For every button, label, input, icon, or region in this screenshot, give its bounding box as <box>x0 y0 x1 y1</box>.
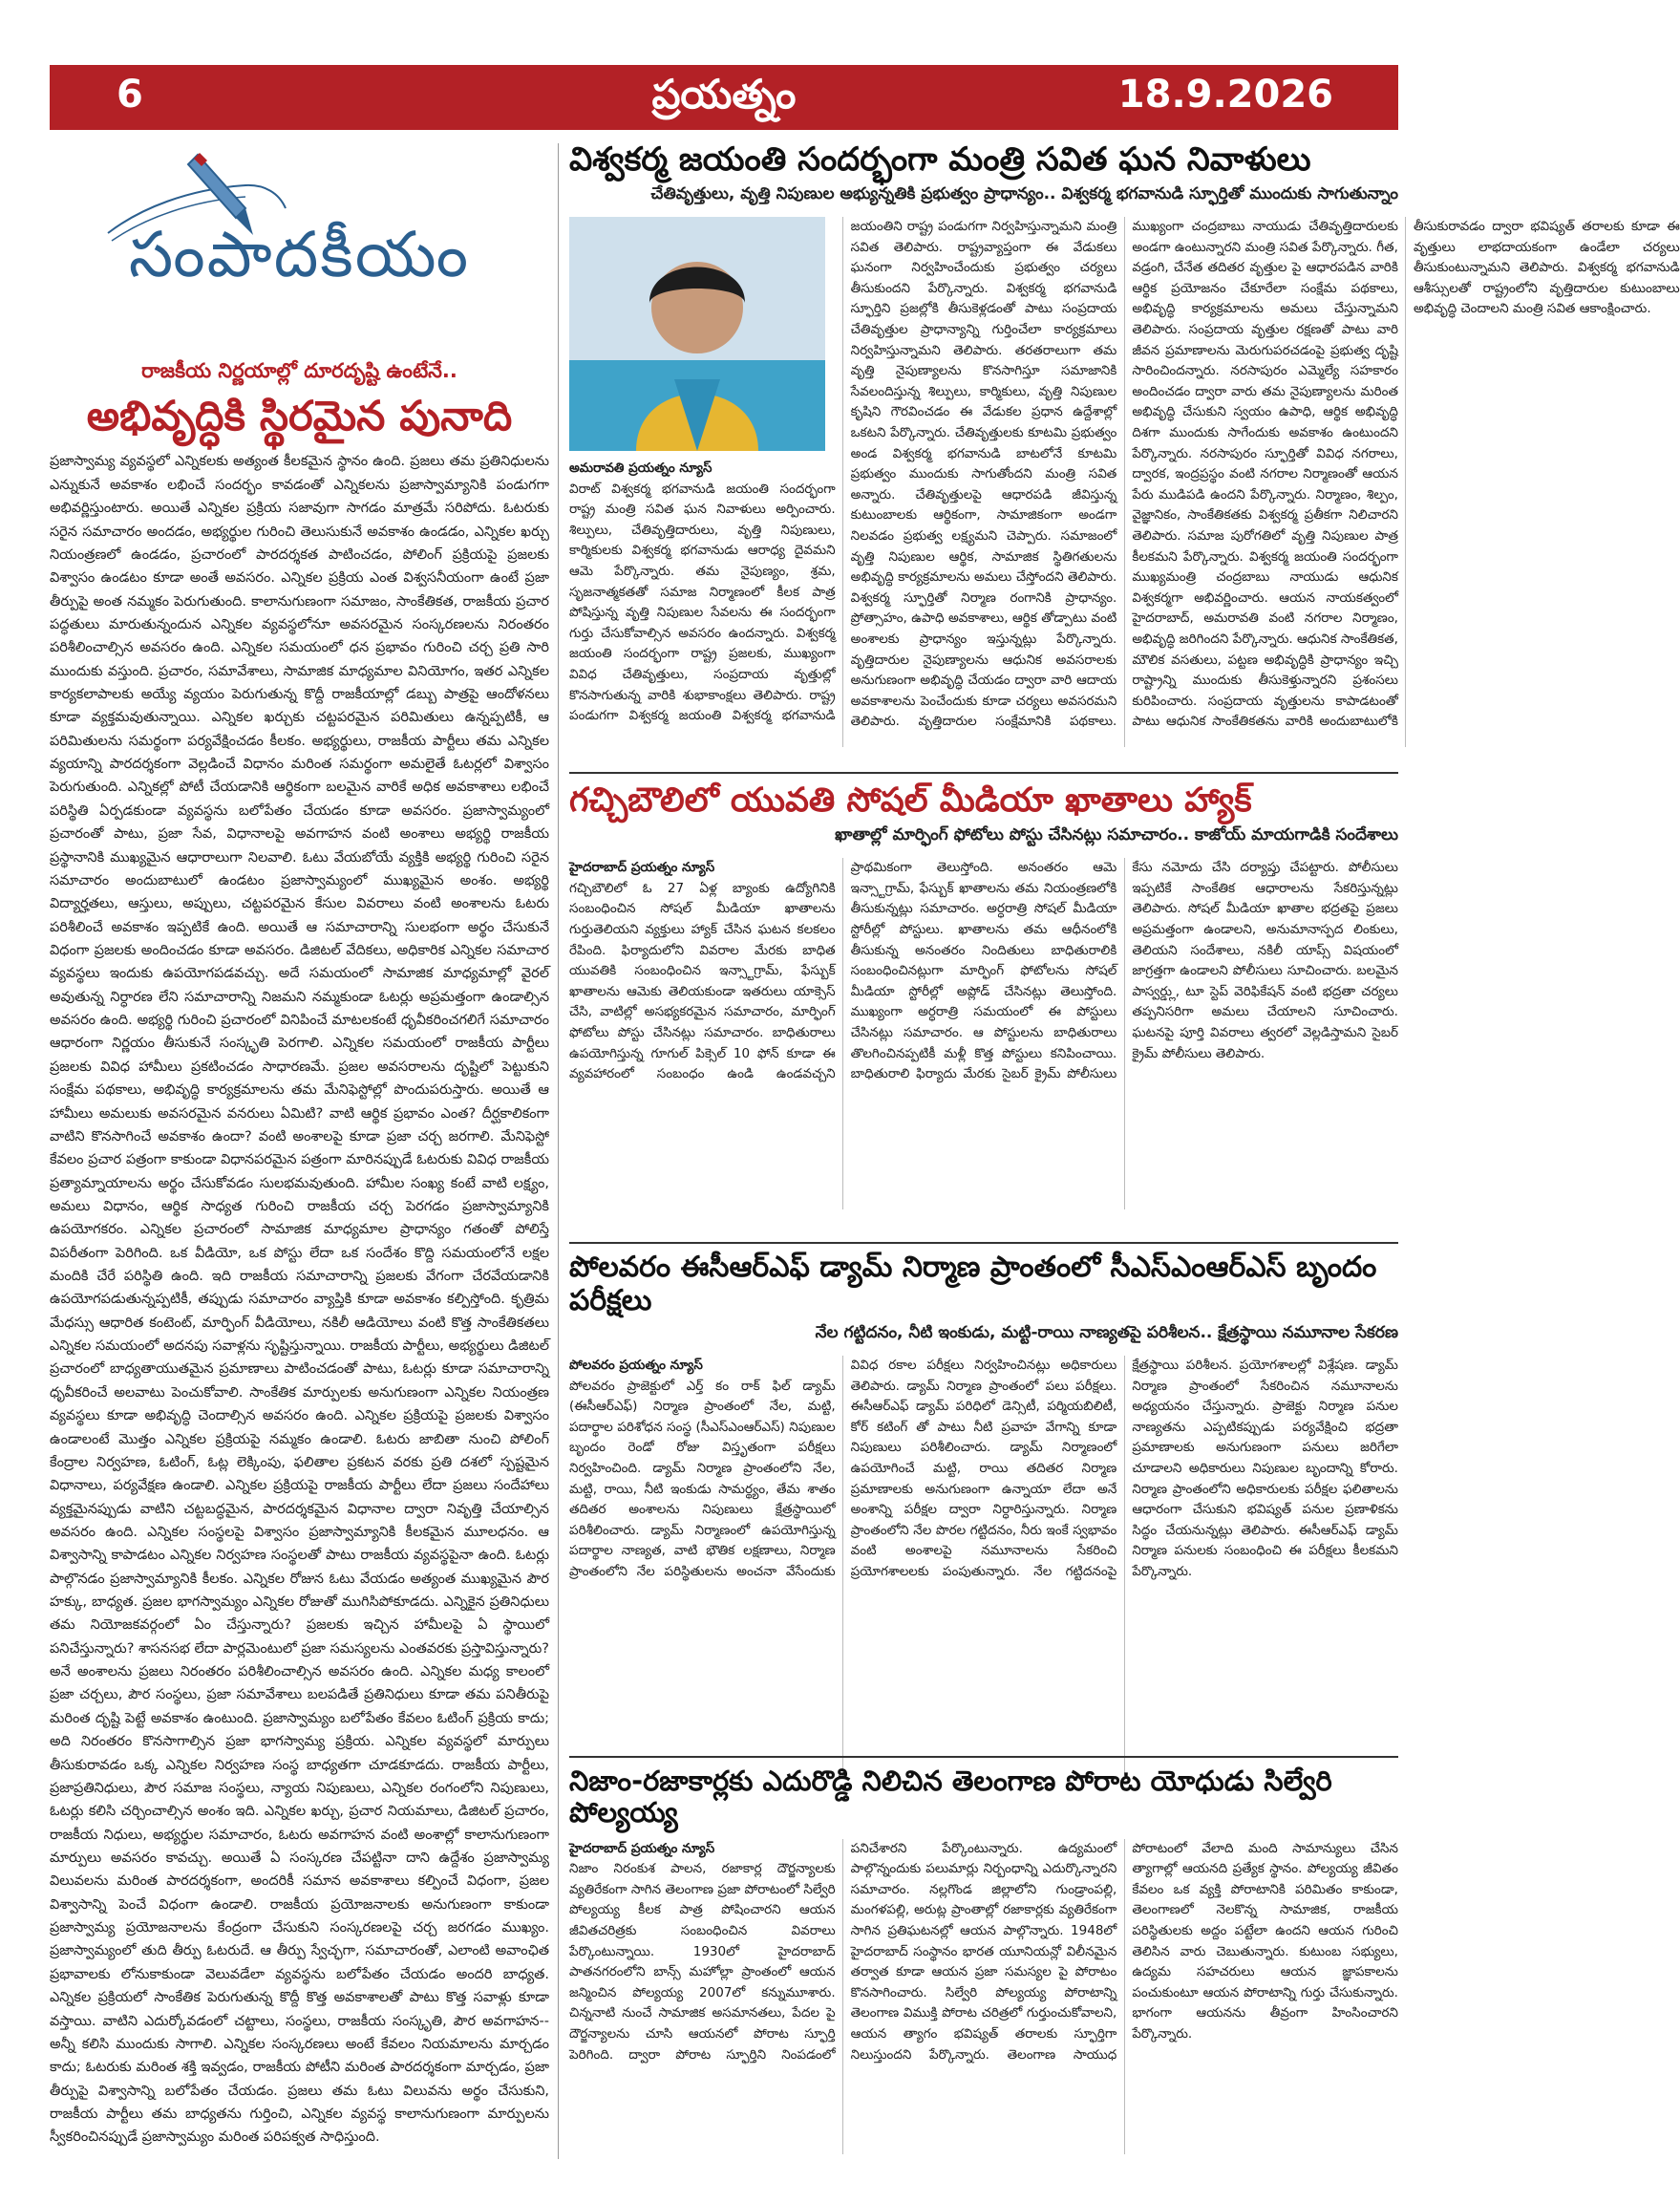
masthead <box>50 65 1398 130</box>
issue-date: 18.9.2026 <box>1117 73 1333 117</box>
editorial-logo-text: సంపాదకీయం <box>128 218 471 291</box>
editorial-column <box>50 143 549 2150</box>
article-dateline: అమరావతి ప్రయత్నం న్యూస్ <box>569 460 712 477</box>
article-subheadline: చేతివృత్తులు, వృత్తి నిపుణుల అభ్యున్నతికి ప్రభుత్వం ప్రాధాన్యం.. విశ్వకర్మ భగవానుడి స్ఫూర్తితో ముందుకు సాగుతున్నాం <box>650 184 1398 204</box>
newspaper-name: ప్రయత్నం <box>651 71 797 118</box>
article-polavaram <box>569 1251 1398 1776</box>
article-text: పోలవరం ప్రాజెక్టులో ఎర్త్ కం రాక్ ఫిల్ డ్యామ్ (ఈసీఆర్ఎఫ్) నిర్మాణ ప్రాంతంలో నేల, మట్టి, పదార్థాల పరిశోధన సంస్థ (సీఎస్ఎంఆర్ఎస్) నిపుణుల బృందం రెండో రోజు విస్తృతంగా పరీక్షలు నిర్వహించింది. డ్యామ్ నిర్మాణ ప్రాంతంలోని నేల, మట్టి, రాయి, నీటి ఇంకుడు సామర్థ్యం, తేమ శాతం తదితర అంశాలను నిపుణులు క్షేత్రస్థాయిలో పరిశీలించారు. డ్యామ్ నిర్మాణంలో ఉపయోగిస్తున్న పదార్థాల నాణ్యత, వాటి భౌతిక లక్షణాలు, నిర్మాణ ప్రాంతంలోని నేల పరిస్థితులను అంచనా వేసేందుకు వివిధ రకాల పరీక్షలు నిర్వహించినట్లు అధికారులు తెలిపారు. డ్యామ్ నిర్మాణ ప్రాంతంలో పలు పరీక్షలు. ఈసీఆర్ఎఫ్ డ్యామ్ పరిధిలో డెన్సిటీ, పర్మియబిలిటీ, కోర్ కటింగ్ తో పాటు నీటి ప్రవాహ వేగాన్ని కూడా నిపుణులు పరిశీలించారు. డ్యామ్ నిర్మాణంలో ఉపయోగించే మట్టి, రాయి తదితర నిర్మాణ ప్రమాణాలకు అనుగుణంగా ఉన్నాయా లేదా అనే అంశాన్ని పరీక్షల ద్వారా నిర్ధారిస్తున్నారు. నిర్మాణ ప్రాంతంలోని నేల పొరల గట్టిదనం, నీరు ఇంకే స్వభావం వంటి అంశాలపై నమూనాలను సేకరించి ప్రయోగశాలలకు పంపుతున్నారు. నేల గట్టిదనంపై క్షేత్రస్థాయి పరిశీలన. ప్రయోగశాలల్లో విశ్లేషణ. డ్యామ్ నిర్మాణ ప్రాంతంలో సేకరించిన నమూనాలను అధ్యయనం చేస్తున్నారు. ప్రాజెక్టు నిర్మాణ పనుల నాణ్యతను ఎప్పటికప్పుడు పర్యవేక్షించి భద్రతా ప్రమాణాలకు అనుగుణంగా పనులు జరిగేలా చూడాలని అధికారులు నిపుణుల బృందాన్ని కోరారు. నిర్మాణ ప్రాంతంలోని అధికారులకు పరీక్షల ఫలితాలను ఆధారంగా చేసుకుని భవిష్యత్ పనుల ప్రణాళికను సిద్ధం చేయనున్నట్లు తెలిపారు. ఈసీఆర్ఎఫ్ డ్యామ్ నిర్మాణ పనులకు సంబంధించి ఈ పరీక్షలు కీలకమని పేర్కొన్నారు. <box>569 1358 1398 1579</box>
editorial-logo <box>50 143 549 344</box>
article-headline: నిజాం-రజాకార్లకు ఎదురొడ్డి నిలిచిన తెలంగాణ పోరాట యోధుడు సిల్వేరి పోల్యయ్య <box>569 1765 1332 1829</box>
article-dateline: హైదరాబాద్ ప్రయత్నం న్యూస్ <box>569 1840 715 1856</box>
article-subheadline: నేల గట్టిదనం, నీటి ఇంకుడు, మట్టి-రాయి నాణ్యతపై పరిశీలన.. క్షేత్రస్థాయి నమూనాల సేకరణ <box>815 1323 1398 1342</box>
article-polyayya <box>569 1765 1398 2154</box>
article-body <box>569 217 1680 747</box>
article-headline: పోలవరం ఈసీఆర్ఎఫ్ డ్యామ్ నిర్మాణ ప్రాంతంలో సీఎస్ఎంఆర్ఎస్ బృందం పరీక్షలు <box>569 1251 1377 1317</box>
article-separator <box>569 772 1398 774</box>
portrait-image <box>569 217 825 451</box>
editorial-body <box>50 450 549 2149</box>
article-body <box>569 1356 1398 1776</box>
article-body <box>569 858 1398 1209</box>
article-separator <box>569 1242 1398 1244</box>
minister-photo <box>569 217 825 451</box>
article-text: నిజాం నిరంకుశ పాలన, రజాకార్ల దౌర్జన్యాలకు వ్యతిరేకంగా సాగిన తెలంగాణ ప్రజా పోరాటంలో సిల్వేరి పోల్యయ్య కీలక పాత్ర పోషించారని ఆయన జీవితచరిత్రకు సంబంధించిన వివరాలు పేర్కొంటున్నాయి. 1930లో హైదరాబాద్ పాతనగరంలోని బాన్స్ మహోల్లా ప్రాంతంలో ఆయన జన్మించిన పోల్యయ్య 2007లో కన్నుమూశారు. చిన్ననాటి నుంచే సామాజిక అసమానతలు, పేదల పై దౌర్జన్యాలను చూసి ఆయనలో పోరాట స్ఫూర్తి పెరిగింది. ద్వారా పోరాట స్ఫూర్తిని నింపడంలో పనిచేశారని పేర్కొంటున్నారు. ఉద్యమంలో పాల్గొన్నందుకు పలుమార్లు నిర్బంధాన్ని ఎదుర్కొన్నారని సమాచారం. నల్లగొండ జిల్లాలోని గుండ్రాంపల్లి, మంగళపల్లి, అరుట్ల ప్రాంతాల్లో రజాకార్లకు వ్యతిరేకంగా సాగిన ప్రతిఘటనల్లో ఆయన పాల్గొన్నారు. 1948లో హైదరాబాద్ సంస్థానం భారత యూనియన్లో విలీనమైన తర్వాత కూడా ఆయన ప్రజా సమస్యల పై పోరాటం కొనసాగించారు. సిల్వేరి పోల్యయ్య పోరాటాన్ని తెలంగాణ విముక్తి పోరాట చరిత్రలో గుర్తుంచుకోవాలని, ఆయన త్యాగం భవిష్యత్ తరాలకు స్ఫూర్తిగా నిలుస్తుందని పేర్కొన్నారు. తెలంగాణ సాయుధ పోరాటంలో వేలాది మంది సామాన్యులు చేసిన త్యాగాల్లో ఆయనది ప్రత్యేక స్థానం. పోల్యయ్య జీవితం కేవలం ఒక వ్యక్తి పోరాటానికి పరిమితం కాకుండా, తెలంగాణలో నెలకొన్న సామాజిక, రాజకీయ పరిస్థితులకు అద్దం పట్టేలా ఉందని ఆయన గురించి తెలిసిన వారు చెబుతున్నారు. కుటుంబ సభ్యులు, ఉద్యమ సహచరులు ఆయన జ్ఞాపకాలను పంచుకుంటూ ఆయన పోరాటాన్ని గుర్తు చేసుకున్నారు. భాగంగా ఆయనను తీవ్రంగా హింసించారని పేర్కొన్నారు. <box>569 1840 1398 2063</box>
article-gachibowli <box>569 781 1398 1209</box>
editorial-text: ప్రజాస్వామ్య వ్యవస్థలో ఎన్నికలకు అత్యంత కీలకమైన స్థానం ఉంది. ప్రజలు తమ ప్రతినిధులను ఎన్నుకునే అవకాశం లభించే సందర్భం కావడంతో ఎన్నికలను ప్రజాస్వామ్యానికి పండుగగా అభివర్ణిస్తుంటారు. అయితే ఎన్నికల ప్రక్రియ సజావుగా సాగడం మాత్రమే సరిపోదు. ఓటరుకు సరైన సమాచారం అందడం, అభ్యర్థుల గురించి తెలుసుకునే అవకాశం ఉండడం, ఎన్నికల ఖర్చు నియంత్రణలో ఉండడం, ప్రచారంలో పారదర్శకత పాటించడం, పోలింగ్ ప్రక్రియపై ప్రజలకు విశ్వాసం ఉండటం కూడా అంతే అవసరం. ఎన్నికల ప్రక్రియ ఎంత విశ్వసనీయంగా ఉంటే ప్రజా తీర్పుపై అంత నమ్మకం పెరుగుతుంది. కాలానుగుణంగా సమాజం, సాంకేతికత, రాజకీయ ప్రచార పద్ధతులు మారుతున్నందున ఎన్నికల వ్యవస్థలోనూ అవసరమైన సంస్కరణలను నిరంతరం పరిశీలించాల్సిన అవసరం ఉంది. ఎన్నికల సమయంలో ధన ప్రభావం గురించి చర్చ ప్రతి సారి ముందుకు వస్తుంది. ప్రచారం, సమావేశాలు, సామాజిక మాధ్యమాల వినియోగం, ఇతర ఎన్నికల కార్యకలాపాలకు అయ్యే వ్యయం పెరుగుతున్న కొద్దీ రాజకీయాల్లో డబ్బు పాత్రపై ఆందోళనలు కూడా వ్యక్తమవుతున్నాయి. ఎన్నికల ఖర్చుకు చట్టపరమైన పరిమితులు ఉన్నప్పటికీ, ఆ పరిమితులను సమర్థంగా పర్యవేక్షించడం కీలకం. అభ్యర్థులు, రాజకీయ పార్టీలు తమ ఎన్నికల వ్యయాన్ని పారదర్శకంగా వెల్లడించే విధానం మరింత సమర్థంగా అమలైతే ఓటర్లలో విశ్వాసం పెరుగుతుంది. ఎన్నికల్లో పోటీ చేయడానికి ఆర్థికంగా బలమైన వారికే అధిక అవకాశాలు లభించే పరిస్థితి ఏర్పడకుండా వ్యవస్థను బలోపేతం చేయడం కూడా అవసరం. ప్రజాస్వామ్యంలో ప్రచారంతో పాటు, ప్రజా సేవ, విధానాలపై అవగాహన వంటి అంశాలు అభ్యర్థి రాజకీయ ప్రస్థానానికి ముఖ్యమైన ఆధారాలుగా నిలవాలి. ఓటు వేయబోయే వ్యక్తికి అభ్యర్థి గురించి సరైన సమాచారం అందుబాటులో ఉండటం ప్రజాస్వామ్యంలో ముఖ్యమైన అంశం. అభ్యర్థి విద్యార్హతలు, ఆస్తులు, అప్పులు, చట్టపరమైన కేసుల వివరాలు వంటి అంశాలను ఓటరు పరిశీలించే అవకాశం ఇప్పటికే ఉంది. అయితే ఆ సమాచారాన్ని సులభంగా అర్థం చేసుకునే విధంగా ప్రజలకు అందించడం కూడా అవసరం. డిజిటల్ వేదికలు, అధికారిక ఎన్నికల సమాచార వ్యవస్థలు ఇందుకు ఉపయోగపడవచ్చు. అదే సమయంలో సామాజిక మాధ్యమాల్లో వైరల్ అవుతున్న నిర్ధారణ లేని సమాచారాన్ని నిజమని నమ్మకుండా ఓటర్లు అప్రమత్తంగా ఉండాల్సిన అవసరం ఉంది. అభ్యర్థి గురించి ప్రచారంలో వినిపించే మాటలకంటే ధృవీకరించగలిగే సమాచారం ఆధారంగా నిర్ణయం తీసుకునే సంస్కృతి పెరగాలి. ఎన్నికల సమయంలో రాజకీయ పార్టీలు ప్రజలకు వివిధ హామీలు ప్రకటించడం సాధారణమే. ప్రజల అవసరాలను దృష్టిలో పెట్టుకుని సంక్షేమ పథకాలు, అభివృద్ధి కార్యక్రమాలను తమ మేనిఫెస్టోల్లో పొందుపరుస్తారు. అయితే ఆ హామీలు అమలుకు అవసరమైన వనరులు ఏమిటి? వాటి ఆర్థిక ప్రభావం ఎంత? దీర్ఘకాలికంగా వాటిని కొనసాగించే అవకాశం ఉందా? వంటి అంశాలపై కూడా ప్రజా చర్చ జరగాలి. మేనిఫెస్టో కేవలం ప్రచార పత్రంగా కాకుండా విధానపరమైన పత్రంగా మారినప్పుడే ఓటరుకు వివిధ రాజకీయ ప్రత్యామ్నాయాలను అర్థం చేసుకోవడం సులభమవుతుంది. హామీల సంఖ్య కంటే వాటి లక్ష్యం, అమలు విధానం, ఆర్థిక సాధ్యత గురించి రాజకీయ చర్చ పెరగడం ప్రజాస్వామ్యానికి ఉపయోగకరం. ఎన్నికల ప్రచారంలో సామాజిక మాధ్యమాల ప్రాధాన్యం గతంతో పోలిస్తే విపరీతంగా పెరిగింది. ఒక వీడియో, ఒక పోస్టు లేదా ఒక సందేశం కొద్ది సమయంలోనే లక్షల మందికి చేరే పరిస్థితి ఉంది. ఇది రాజకీయ సమాచారాన్ని ప్రజలకు వేగంగా చేరవేయడానికి ఉపయోగపడుతున్నప్పటికీ, తప్పుడు సమాచారం వ్యాప్తికి కూడా అవకాశం కల్పిస్తోంది. కృత్రిమ మేధస్సు ఆధారిత కంటెంట్, మార్ఫింగ్ వీడియోలు, నకిలీ ఆడియోలు వంటి కొత్త సాంకేతికతలు ఎన్నికల సమయంలో అదనపు సవాళ్లను సృష్టిస్తున్నాయి. రాజకీయ పార్టీలు, అభ్యర్థులు డిజిటల్ ప్రచారంలో బాధ్యతాయుతమైన ప్రమాణాలు పాటించడంతో పాటు, ఓటర్లు కూడా సమాచారాన్ని ధృవీకరించే అలవాటు పెంచుకోవాలి. సాంకేతిక మార్పులకు అనుగుణంగా ఎన్నికల నియంత్రణ వ్యవస్థలు కూడా అభివృద్ధి చెందాల్సిన అవసరం ఉంది. ఎన్నికల ప్రక్రియపై ప్రజలకు విశ్వాసం ఉండాలంటే మొత్తం ఎన్నికల ప్రక్రియపై నమ్మకం ఉండాలి. ఓటరు జాబితా నుంచి పోలింగ్ కేంద్రాల నిర్వహణ, ఓటింగ్, ఓట్ల లెక్కింపు, ఫలితాల ప్రకటన వరకు ప్రతి దశలో స్పష్టమైన విధానాలు, పర్యవేక్షణ ఉండాలి. ఎన్నికల ప్రక్రియపై రాజకీయ పార్టీలు లేదా ప్రజలు సందేహాలు వ్యక్తమైనప్పుడు వాటిని చట్టబద్ధమైన, పారదర్శకమైన విధానాల ద్వారా నివృత్తి చేయాల్సిన అవసరం ఉంది. ఎన్నికల సంస్థలపై విశ్వాసం ప్రజాస్వామ్యానికి కీలకమైన మూలధనం. ఆ విశ్వాసాన్ని కాపాడటం ఎన్నికల నిర్వహణ సంస్థలతో పాటు రాజకీయ వ్యవస్థపైనా ఉంది. ఓటర్లు పాల్గొనడం ప్రజాస్వామ్యానికి కీలకం. ఎన్నికల రోజున ఓటు వేయడం అత్యంత ముఖ్యమైన పౌర హక్కు, బాధ్యత. ప్రజల భాగస్వామ్యం ఎన్నికల రోజుతో ముగిసిపోకూడదు. ఎన్నికైన ప్రతినిధులు తమ నియోజకవర్గంలో ఏం చేస్తున్నారు? ప్రజలకు ఇచ్చిన హామీలపై ఏ స్థాయిలో పనిచేస్తున్నారు? శాసనసభ లేదా పార్లమెంటులో ప్రజా సమస్యలను ఎంతవరకు ప్రస్తావిస్తున్నారు? అనే అంశాలను ప్రజలు నిరంతరం పరిశీలించాల్సిన అవసరం ఉంది. ఎన్నికల మధ్య కాలంలో ప్రజా చర్చలు, పౌర సంస్థలు, ప్రజా సమావేశాలు బలపడితే ప్రతినిధులు కూడా తమ పనితీరుపై మరింత దృష్టి పెట్టే అవకాశం ఉంటుంది. ప్రజాస్వామ్యం బలోపేతం కేవలం ఓటింగ్ ప్రక్రియ కాదు; అది నిరంతరం కొనసాగాల్సిన ప్రజా భాగస్వామ్య ప్రక్రియ. ఎన్నికల వ్యవస్థలో మార్పులు తీసుకురావడం ఒక్క ఎన్నికల నిర్వహణ సంస్థ బాధ్యతగా చూడకూడదు. రాజకీయ పార్టీలు, ప్రజాప్రతినిధులు, పౌర సమాజ సంస్థలు, న్యాయ నిపుణులు, ఎన్నికల రంగంలోని నిపుణులు, ఓటర్లు కలిసి చర్చించాల్సిన అంశం ఇది. ఎన్నికల ఖర్చు, ప్రచార నియమాలు, డిజిటల్ ప్రచారం, రాజకీయ నిధులు, అభ్యర్థుల సమాచారం, ఓటరు అవగాహన వంటి అంశాల్లో కాలానుగుణంగా మార్పులు అవసరం కావచ్చు. అయితే ఏ సంస్కరణ చేపట్టినా దాని ఉద్దేశం ప్రజాస్వామ్య విలువలను మరింత పారదర్శకంగా, అందరికీ సమాన అవకాశాలు కల్పించే విధంగా, ప్రజల విశ్వాసాన్ని పెంచే విధంగా ఉండాలి. రాజకీయ ప్రయోజనాలకు అనుగుణంగా కాకుండా ప్రజాస్వామ్య ప్రయోజనాలను కేంద్రంగా చేసుకుని సంస్కరణలపై చర్చ జరగడం ముఖ్యం. ప్రజాస్వామ్యంలో తుది తీర్పు ఓటరుదే. ఆ తీర్పు స్వేచ్ఛగా, సమాచారంతో, ఎలాంటి అవాంఛిత ప్రభావాలకు లోనుకాకుండా వెలువడేలా వ్యవస్థను బలోపేతం చేయడం అందరి బాధ్యత. ఎన్నికల ప్రక్రియలో సాంకేతిక పెరుగుతున్న కొద్దీ కొత్త అవకాశాలతో పాటు కొత్త సవాళ్లు కూడా వస్తాయి. వాటిని ఎదుర్కోవడంలో చట్టాలు, సంస్థలు, రాజకీయ సంస్కృతి, పౌర అవగాహన--అన్నీ కలిసి ముందుకు సాగాలి. ఎన్నికల సంస్కరణలు అంటే కేవలం నియమాలను మార్చడం కాదు; ఓటరుకు మరింత శక్తి ఇవ్వడం, రాజకీయ పోటీని మరింత పారదర్శకంగా మార్చడం, ప్రజా తీర్పుపై విశ్వాసాన్ని బలోపేతం చేయడం. ప్రజలు తమ ఓటు విలువను అర్థం చేసుకుని, రాజకీయ పార్టీలు తమ బాధ్యతను గుర్తించి, ఎన్నికల వ్యవస్థ కాలానుగుణంగా మార్పులను స్వీకరించినప్పుడే ప్రజాస్వామ్యం మరింత పరిపక్వత సాధిస్తుంది. <box>50 454 549 2146</box>
editorial-kicker: రాజకీయ నిర్ణయాల్లో దూరదృష్టి ఉంటేనే.. <box>141 359 457 382</box>
article-headline: విశ్వకర్మ జయంతి సందర్భంగా మంత్రి సవిత ఘన నివాళులు <box>569 140 1311 179</box>
article-separator <box>569 1756 1398 1758</box>
article-body <box>569 1839 1398 2154</box>
article-subheadline: ఖాతాల్లో మార్ఫింగ్ ఫోటోలు పోస్టు చేసినట్లు సమాచారం.. కాజోయ్ మాయగాడికి సందేశాలు <box>835 825 1398 845</box>
article-vishwakarma <box>569 140 1680 747</box>
article-text: విరాట్ విశ్వకర్మ భగవానుడి జయంతి సందర్భంగా రాష్ట్ర మంత్రి సవిత ఘన నివాళులు అర్పించారు. శిల్పులు, చేతివృత్తిదారులు, వృత్తి నిపుణులు, కార్మికులకు విశ్వకర్మ భగవానుడు ఆరాధ్య దైవమని ఆమె పేర్కొన్నారు. తమ నైపుణ్యం, శ్రమ, సృజనాత్మకతతో సమాజ నిర్మాణంలో కీలక పాత్ర పోషిస్తున్న వృత్తి నిపుణుల సేవలను ఈ సందర్భంగా గుర్తు చేసుకోవాల్సిన అవసరం ఉందన్నారు. విశ్వకర్మ జయంతి సందర్భంగా రాష్ట్ర ప్రజలకు, ముఖ్యంగా వివిధ చేతివృత్తులు, సంప్రదాయ వృత్తుల్లో కొనసాగుతున్న వారికి శుభాకాంక్షలు తెలిపారు. రాష్ట్ర పండుగగా విశ్వకర్మ జయంతి విశ్వకర్మ భగవానుడి జయంతిని రాష్ట్ర పండుగగా నిర్వహిస్తున్నామని మంత్రి సవిత తెలిపారు. రాష్ట్రవ్యాప్తంగా ఈ వేడుకలు ఘనంగా నిర్వహించేందుకు ప్రభుత్వం చర్యలు తీసుకుందని పేర్కొన్నారు. విశ్వకర్మ భగవానుడి స్ఫూర్తిని ప్రజల్లోకి తీసుకెళ్లడంతో పాటు సంప్రదాయ చేతివృత్తుల ప్రాధాన్యాన్ని గుర్తించేలా కార్యక్రమాలు నిర్వహిస్తున్నామని తెలిపారు. తరతరాలుగా తమ వృత్తి నైపుణ్యాలను కొనసాగిస్తూ సమాజానికి సేవలందిస్తున్న శిల్పులు, కార్మికులు, వృత్తి నిపుణుల కృషిని గౌరవించడం ఈ వేడుకల ప్రధాన ఉద్దేశాల్లో ఒకటని పేర్కొన్నారు. చేతివృత్తులకు కూటమి ప్రభుత్వం అండ విశ్వకర్మ భగవానుడి బాటలోనే కూటమి ప్రభుత్వం ముందుకు సాగుతోందని మంత్రి సవిత అన్నారు. చేతివృత్తులపై ఆధారపడి జీవిస్తున్న కుటుంబాలకు ఆర్థికంగా, సామాజికంగా అండగా నిలవడం ప్రభుత్వ లక్ష్యమని చెప్పారు. సమాజంలో వృత్తి నిపుణుల ఆర్థిక, సామాజిక స్థితిగతులను అభివృద్ధి కార్యక్రమాలను అమలు చేస్తోందని తెలిపారు. విశ్వకర్మ స్ఫూర్తితో నిర్మాణ రంగానికి ప్రాధాన్యం. ప్రోత్సాహం, ఉపాధి అవకాశాలు, ఆర్థిక తోడ్పాటు వంటి అంశాలకు ప్రాధాన్యం ఇస్తున్నట్లు పేర్కొన్నారు. వృత్తిదారుల నైపుణ్యాలను ఆధునిక అవసరాలకు అనుగుణంగా అభివృద్ధి చేయడం ద్వారా వారి ఆదాయ అవకాశాలను పెంచేందుకు కూడా చర్యలు అవసరమని తెలిపారు. వృత్తిదారుల సంక్షేమానికి పథకాలు. ముఖ్యంగా చంద్రబాబు నాయుడు చేతివృత్తిదారులకు అండగా ఉంటున్నారని మంత్రి సవిత పేర్కొన్నారు. గీత, వడ్రంగి, చేనేత తదితర వృత్తుల పై ఆధారపడిన వారికి ఆర్థిక ప్రయోజనం చేకూరేలా సంక్షేమ పథకాలు, అభివృద్ధి కార్యక్రమాలను అమలు చేస్తున్నామని తెలిపారు. సంప్రదాయ వృత్తుల రక్షణతో పాటు వారి జీవన ప్రమాణాలను మెరుగుపరచడంపై ప్రభుత్వ దృష్టి సారించిందన్నారు. నరసాపురం ఎమ్మెల్యే సహకారం అందించడం ద్వారా వారు తమ నైపుణ్యాలను మరింత అభివృద్ధి చేసుకుని స్వయం ఉపాధి, ఆర్థిక అభివృద్ధి దిశగా ముందుకు సాగేందుకు అవకాశం ఉంటుందని పేర్కొన్నారు. నరసాపురం స్ఫూర్తితో వివిధ నగరాలు, ద్వారక, ఇంద్రప్రస్థం వంటి నగరాల నిర్మాణంతో ఆయన పేరు ముడిపడి ఉందని పేర్కొన్నారు. నిర్మాణం, శిల్పం, వైజ్ఞానికం, సాంకేతికతకు విశ్వకర్మ ప్రతీకగా నిలిచారని తెలిపారు. సమాజ పురోగతిలో వృత్తి నిపుణుల పాత్ర కీలకమని పేర్కొన్నారు. విశ్వకర్మ జయంతి సందర్భంగా ముఖ్యమంత్రి చంద్రబాబు నాయుడు ఆధునిక విశ్వకర్మగా అభివర్ణించారు. ఆయన నాయకత్వంలో హైదరాబాద్, అమరావతి వంటి నగరాల నిర్మాణం, అభివృద్ధి జరిగిందని పేర్కొన్నారు. ఆధునిక సాంకేతికత, మౌలిక వసతులు, పట్టణ అభివృద్ధికి ప్రాధాన్యం ఇచ్చి రాష్ట్రాన్ని ముందుకు తీసుకెళ్తున్నారని ప్రశంసలు కురిపించారు. సంప్రదాయ వృత్తులను కాపాడటంతో పాటు ఆధునిక సాంకేతికతను వారికి అందుబాటులోకి తీసుకురావడం ద్వారా భవిష్యత్ తరాలకు కూడా ఈ వృత్తులు లాభదాయకంగా ఉండేలా చర్యలు తీసుకుంటున్నామని తెలిపారు. విశ్వకర్మ భగవానుడి ఆశీస్సులతో రాష్ట్రంలోని వృత్తిదారుల కుటుంబాలు అభివృద్ధి చెందాలని మంత్రి సవిత ఆకాంక్షించారు. <box>569 219 1680 730</box>
editorial-title: అభివృద్ధికి స్థిరమైన పునాది <box>86 393 513 440</box>
page-number: 6 <box>117 73 143 117</box>
article-dateline: పోలవరం ప్రయత్నం న్యూస్ <box>569 1358 703 1373</box>
column-divider <box>558 143 559 2159</box>
article-headline: గచ్చిబౌలిలో యువతి సోషల్ మీడియా ఖాతాలు హ్యాక్ <box>569 781 1252 820</box>
article-text: గచ్చిబౌలిలో ఓ 27 ఏళ్ల బ్యాంకు ఉద్యోగినికి సంబంధించిన సోషల్ మీడియా ఖాతాలను గుర్తుతెలియని వ్యక్తులు హ్యాక్ చేసిన ఘటన కలకలం రేపింది. ఫిర్యాదులోని వివరాల మేరకు బాధిత యువతికి సంబంధించిన ఇన్స్టాగ్రామ్, ఫేస్బుక్ ఖాతాలను ఆమెకు తెలియకుండా ఇతరులు యాక్సెస్ చేసి, వాటిల్లో అసభ్యకరమైన సమాచారం, మార్ఫింగ్ ఫోటోలు పోస్టు చేసినట్లు సమాచారం. బాధితురాలు ఉపయోగిస్తున్న గూగుల్ పిక్సెల్ 10 ఫోన్ కూడా ఈ వ్యవహారంలో సంబంధం ఉండి ఉండవచ్చని ప్రాథమికంగా తెలుస్తోంది. అనంతరం ఆమె ఇన్స్టాగ్రామ్, ఫేస్బుక్ ఖాతాలను తమ నియంత్రణలోకి తీసుకున్నట్లు సమాచారం. అర్ధరాత్రి సోషల్ మీడియా స్టోరీల్లో పోస్టులు. ఖాతాలను తమ ఆధీనంలోకి తీసుకున్న అనంతరం నిందితులు బాధితురాలికి సంబంధించినట్లుగా మార్ఫింగ్ ఫోటోలను సోషల్ మీడియా స్టోరీల్లో అప్లోడ్ చేసినట్లు తెలుస్తోంది. ముఖ్యంగా అర్ధరాత్రి సమయంలో ఈ పోస్టులు చేసినట్లు సమాచారం. ఆ పోస్టులను బాధితురాలు తొలగించినప్పటికీ మళ్లీ కొత్త పోస్టులు కనిపించాయి. బాధితురాలి ఫిర్యాదు మేరకు సైబర్ క్రైమ్ పోలీసులు కేసు నమోదు చేసి దర్యాప్తు చేపట్టారు. పోలీసులు ఇప్పటికే సాంకేతిక ఆధారాలను సేకరిస్తున్నట్లు తెలిపారు. సోషల్ మీడియా ఖాతాల భద్రతపై ప్రజలు అప్రమత్తంగా ఉండాలని, అనుమానాస్పద లింకులు, తెలియని సందేశాలు, నకిలీ యాప్స్ విషయంలో జాగ్రత్తగా ఉండాలని పోలీసులు సూచించారు. బలమైన పాస్వర్డ్లు, టూ స్టెప్ వెరిఫికేషన్ వంటి భద్రతా చర్యలు తప్పనిసరిగా అమలు చేయాలని సూచించారు. ఘటనపై పూర్తి వివరాలు త్వరలో వెల్లడిస్తామని సైబర్ క్రైమ్ పోలీసులు తెలిపారు. <box>569 860 1398 1082</box>
article-dateline: హైదరాబాద్ ప్రయత్నం న్యూస్ <box>569 860 715 876</box>
